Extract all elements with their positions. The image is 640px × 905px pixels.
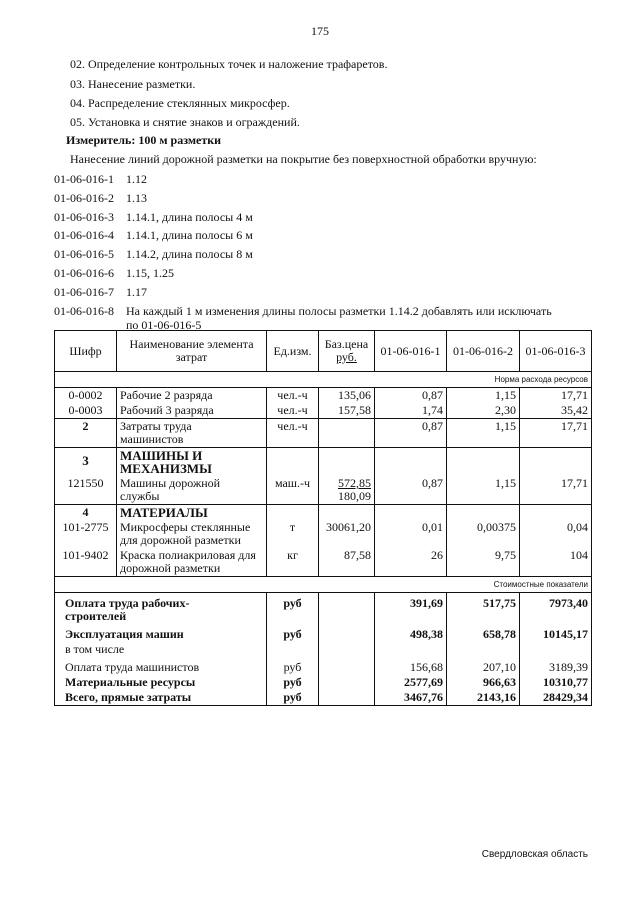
cost-row-labor: Оплата труда рабочих- строителей руб 391,69 517,75 7973,40 [55,593,592,625]
code-5-text: 1.14.2, длина полосы 8 м [126,247,253,261]
table-row: 121550 Машины дорожной службы маш.-ч 572,85 180,09 0,87 1,15 17,71 [55,476,592,505]
resource-norms-table [54,330,592,706]
code-3: 01-06-016-3 [54,210,114,224]
cost-row-including: в том числе [55,642,592,657]
measure-unit: Измеритель: 100 м разметки [66,133,222,147]
section-row-materials: 4 МАТЕРИАЛЫ [55,505,592,521]
section-row-machines: 3 МАШИНЫ И МЕХАНИЗМЫ [55,448,592,477]
code-1-text: 1.12 [126,172,147,186]
code-7-text: 1.17 [126,285,147,299]
table-row: 101-9402 Краска полиакриловая для дорожной разметки кг 87,58 26 9,75 104 [55,548,592,577]
page-number: 175 [311,24,329,38]
cost-row-total: Всего, прямые затраты руб 3467,76 2143,16 28429,34 [55,690,592,706]
region-footer: Свердловская область [481,849,588,860]
header-col-3: 01-06-016-3 [520,331,592,372]
code-1: 01-06-016-1 [54,172,114,186]
intro-line-3: 04. Распределение стеклянных микросфер. [70,96,290,110]
intro-line-1: 02. Определение контрольных точек и наложение трафаретов. [70,57,388,71]
cost-row-machines: Эксплуатация машин руб 498,38 658,78 10145,17 [55,624,592,642]
code-5: 01-06-016-5 [54,247,114,261]
table-row: 101-2775 Микросферы стеклянные для дорожной разметки т 30061,20 0,01 0,00375 0,04 [55,520,592,548]
cost-row-materials: Материальные ресурсы руб 2577,69 966,63 10310,77 [55,675,592,690]
intro-line-4: 05. Установка и снятие знаков и ограждений. [70,115,300,129]
work-description: Нанесение линий дорожной разметки на покрытие без поверхностной обработки вручную: [70,152,537,166]
table-row: 0-0002 Рабочие 2 разряда чел.-ч 135,06 0,87 1,15 17,71 [55,388,592,404]
header-col-2: 01-06-016-2 [447,331,520,372]
code-4: 01-06-016-4 [54,228,114,242]
code-7: 01-06-016-7 [54,285,114,299]
table-row: 0-0003 Рабочий 3 разряда чел.-ч 157,58 1,74 2,30 35,42 [55,403,592,419]
code-6-text: 1.15, 1.25 [126,266,174,280]
code-8-text-cont: по 01-06-016-5 [126,318,202,332]
resource-norm-note: Норма расхода ресурсов [55,372,592,388]
intro-line-2: 03. Нанесение разметки. [70,77,196,91]
header-col-1: 01-06-016-1 [375,331,447,372]
header-name: Наименование элемента затрат [117,331,267,372]
code-2-text: 1.13 [126,191,147,205]
code-2: 01-06-016-2 [54,191,114,205]
cost-note-row [55,577,592,593]
table-header-row [55,331,592,372]
header-unit: Ед.изм. [267,331,319,372]
code-6: 01-06-016-6 [54,266,114,280]
cost-note: Стоимостные показатели [55,577,592,593]
code-8: 01-06-016-8 [54,304,114,318]
table-row: 2 Затраты труда машинистов чел.-ч 0,87 1,15 17,71 [55,419,592,448]
cost-row-operator-labor: Оплата труда машинистов руб 156,68 207,10 3189,39 [55,657,592,675]
code-8-text: На каждый 1 м изменения длины полосы разметки 1.14.2 добавлять или исключать [126,304,552,318]
code-3-text: 1.14.1, длина полосы 4 м [126,210,253,224]
code-4-text: 1.14.1, длина полосы 6 м [126,228,253,242]
header-base-price: Баз.цена руб. [319,331,375,372]
header-code: Шифр [55,331,117,372]
resource-norm-note-row [55,372,592,388]
